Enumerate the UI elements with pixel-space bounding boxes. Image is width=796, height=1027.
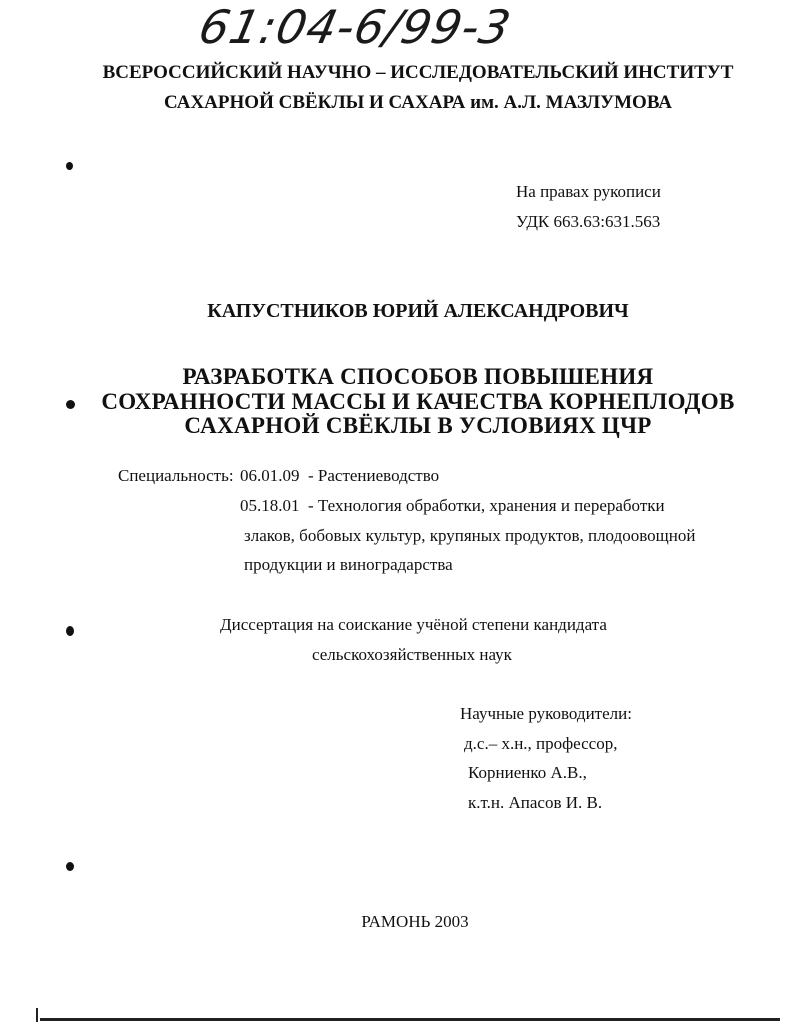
city-year: РАМОНЬ 2003 [361,912,469,931]
manuscript-rights-note: На правах рукописи [516,182,661,201]
specialty-code-2: 05.18.01 [240,496,300,515]
punch-mark-1 [66,162,73,170]
specialty-code-1: 06.01.09 [240,466,300,485]
udc-code: УДК 663.63:631.563 [516,212,661,231]
dissertation-degree-line2: сельскохозяйственных наук [312,645,512,664]
author-name: КАПУСТНИКОВ ЮРИЙ АЛЕКСАНДРОВИЧ [207,300,629,322]
supervisors-label: Научные руководители: [460,704,632,723]
institute-name-line1: ВСЕРОССИЙСКИЙ НАУЧНО – ИССЛЕДОВАТЕЛЬСКИЙ ИНСТИТУТ [102,62,734,83]
scan-bottom-edge-tick [36,1008,38,1022]
institute-name-line2: САХАРНОЙ СВЁКЛЫ И САХАРА им. А.Л. МАЗЛУМОВА [163,92,673,113]
supervisor-line3: к.т.н. Апасов И. В. [468,793,603,812]
specialty-name-2-line3: продукции и виноградарства [244,555,453,574]
supervisor-line2: Корниенко А.В., [468,763,587,782]
scan-bottom-edge-line [40,1018,780,1021]
thesis-title-line1: РАЗРАБОТКА СПОСОБОВ ПОВЫШЕНИЯ [182,364,654,389]
archive-code-handwritten: 61:04-6/99-3 [194,0,517,54]
thesis-title-line3: САХАРНОЙ СВЁКЛЫ В УСЛОВИЯХ ЦЧР [184,413,652,438]
specialty-name-2-line1: - Технология обработки, хранения и переработки [308,496,665,515]
dissertation-degree-line1: Диссертация на соискание учёной степени кандидата [220,615,607,634]
punch-mark-2 [66,400,75,409]
specialty-label: Специальность: [118,466,234,485]
supervisor-line1: д.с.– х.н., профессор, [464,734,618,753]
punch-mark-3 [66,626,74,636]
punch-mark-4 [66,862,74,871]
specialty-name-2-line2: злаков, бобовых культур, крупяных продуктов, плодоовощной [244,526,696,545]
specialty-name-1: - Растениеводство [308,466,440,485]
thesis-title-line2: СОХРАННОСТИ МАССЫ И КАЧЕСТВА КОРНЕПЛОДОВ [101,389,735,414]
